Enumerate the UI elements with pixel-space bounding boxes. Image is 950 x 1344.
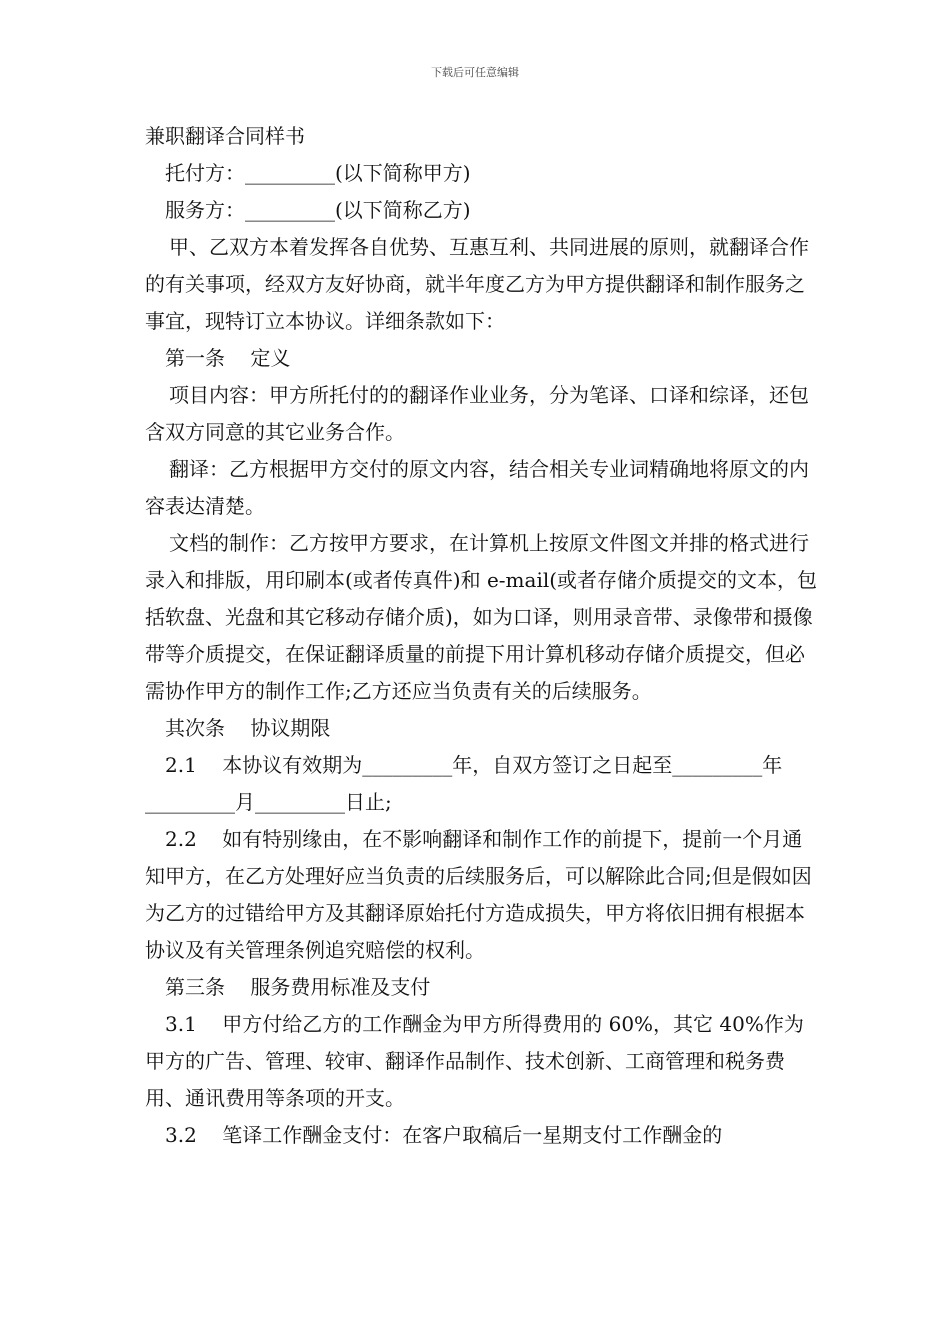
clause-3-1: 3.1 甲方付给乙方的工作酬金为甲方所得费用的 60%，其它 40%作为甲方的广告、管理、较审、翻译作品制作、技术创新、工商管理和税务费用、通讯费用等条项的开支。 [145,1012,804,1110]
article-2-heading: 其次条 协议期限 [165,716,331,740]
document-production-paragraph: 文档的制作：乙方按甲方要求，在计算机上按原文件图文并排的格式进行录入和排版，用印刷本(或者传真件)和 e-mail(或者存储介质提交的文本，包括软盘、光盘和其它移动存储介质)，如为口译，则用录音带、录像带和摄像带等介质提交，在保证翻译质量的前提下用计算机移动存储介质提交，但必需协作甲方的制作工作;乙方还应当负责有关的后续服务。 [145,531,818,703]
project-content-paragraph: 项目内容：甲方所托付的的翻译作业业务，分为笔译、口译和综译，还包含双方同意的其它业务合作。 [145,383,809,444]
page-header: 下载后可任意编辑 [431,66,519,79]
clause-2-2: 2.2 如有特别缘由，在不影响翻译和制作工作的前提下，提前一个月通知甲方，在乙方处理好应当负责的后续服务后，可以解除此合同;但是假如因为乙方的过错给甲方及其翻译原始托付方造成损失，甲方将依旧拥有根据本协议及有关管理条例追究赔偿的权利。 [145,827,812,962]
translation-paragraph: 翻译：乙方根据甲方交付的原文内容，结合相关专业词精确地将原文的内容表达清楚。 [145,457,809,518]
document-title: 兼职翻译合同样书 [145,124,305,148]
article-1-heading: 第一条 定义 [165,346,291,370]
clause-3-2: 3.2 笔译工作酬金支付：在客户取稿后一星期支付工作酬金的 [165,1123,723,1147]
party-b-line: 服务方：_________(以下简称乙方) [165,198,471,222]
party-a-line: 托付方：_________(以下简称甲方) [165,161,471,185]
document-body [145,118,821,1154]
article-3-heading: 第三条 服务费用标准及支付 [165,975,431,999]
preamble-paragraph: 甲、乙双方本着发挥各自优势、互惠互利、共同进展的原则，就翻译合作的有关事项，经双方友好协商，就半年度乙方为甲方提供翻译和制作服务之事宜，现特订立本协议。详细条款如下： [145,235,809,333]
clause-2-1: 2.1 本协议有效期为_________年，自双方签订之日起至_________年_________月_________日止; [145,753,783,814]
